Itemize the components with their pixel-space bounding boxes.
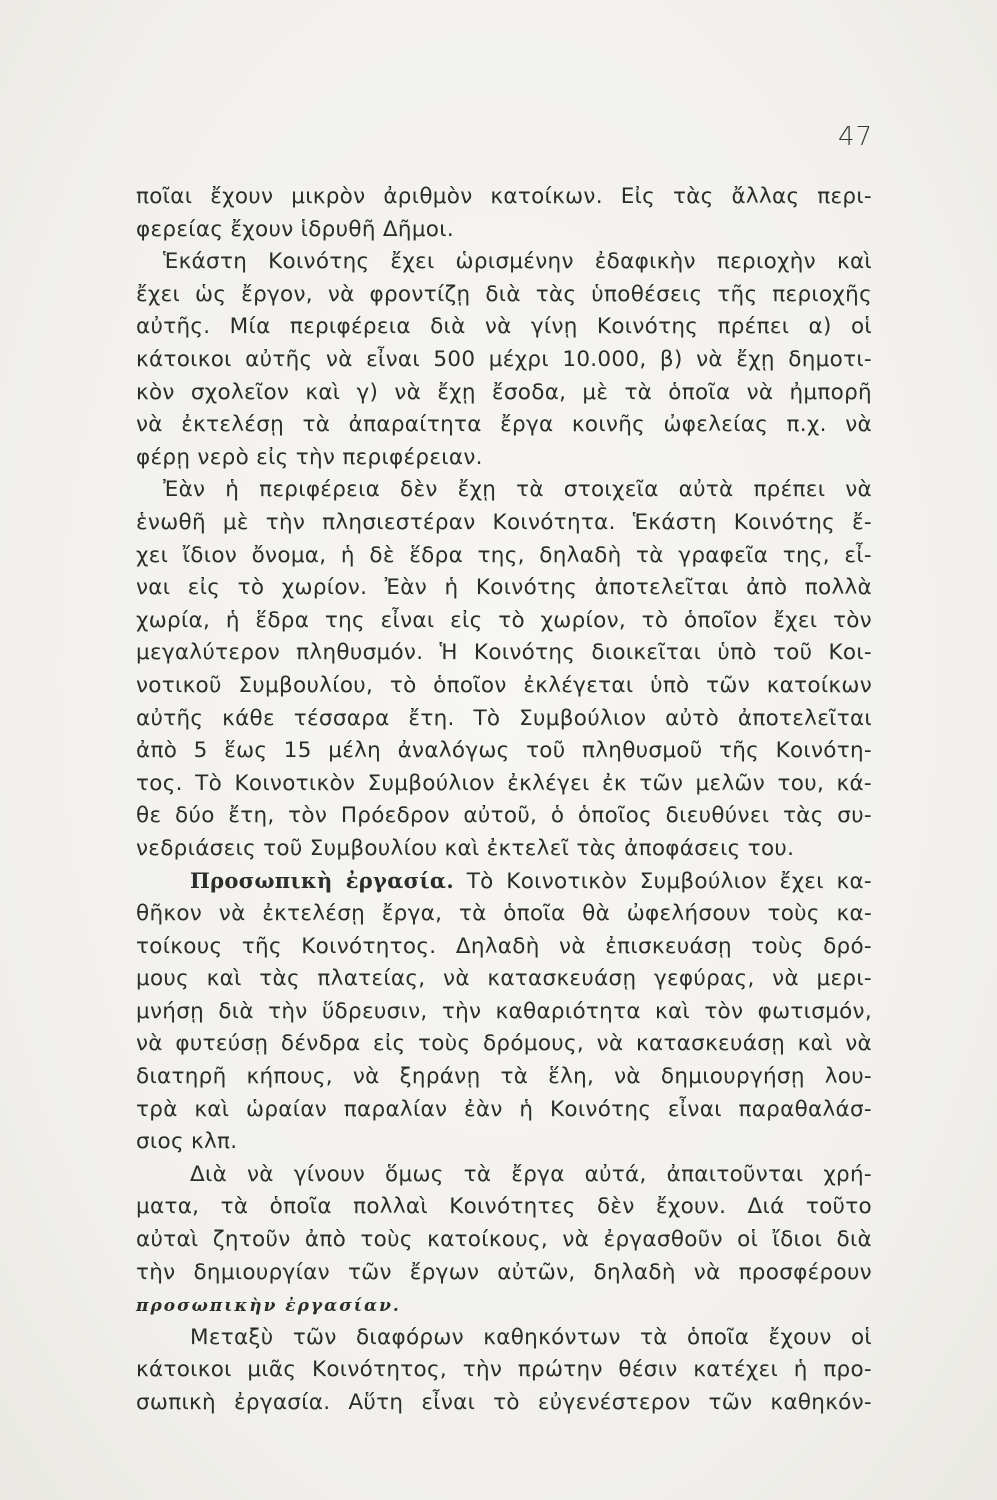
text-line: ἔχει ὡς ἔργον, νὰ φροντίζῃ διὰ τὰς ὑποθέσεις τῆς περιοχῆς — [136, 281, 872, 307]
text-line: νὰ ἐκτελέσῃ τὰ ἀπαραίτητα ἔργα κοινῆς ὠφελείας π.χ. νὰ — [136, 412, 872, 438]
text-line: νεδριάσεις τοῦ Συμβουλίου καὶ ἐκτελεῖ τὰς ἀποφάσεις του. — [136, 835, 795, 861]
emphasized-phrase: προσωπικὴν ἐργασίαν. — [136, 1296, 401, 1317]
text-line: σιος κλπ. — [136, 1129, 238, 1155]
text-line: νὰ φυτεύσῃ δένδρα εἰς τοὺς δρόμους, νὰ κατασκευάσῃ καὶ νὰ — [136, 1031, 872, 1057]
text-line: μνήσῃ διὰ τὴν ὕδρευσιν, τὴν καθαριότητα καὶ τὸν φωτισμόν, — [136, 998, 872, 1024]
body-text — [136, 181, 872, 1420]
text-line: Ἐὰν ἡ περιφέρεια δὲν ἔχῃ τὰ στοιχεῖα αὐτὰ πρέπει νὰ — [163, 477, 872, 503]
text-line: μεγαλύτερον πληθυσμόν. Ἡ Κοινότης διοικεῖται ὑπὸ τοῦ Κοι- — [136, 640, 872, 666]
text-line: Διὰ νὰ γίνουν ὅμως τὰ ἔργα αὐτά, ἀπαιτοῦνται χρή- — [190, 1161, 872, 1187]
text-line: θε δύο ἔτη, τὸν Πρόεδρον αὐτοῦ, ὁ ὁποῖος διευθύνει τὰς συ- — [136, 803, 872, 829]
text-line: τος. Τὸ Κοινοτικὸν Συμβούλιον ἐκλέγει ἐκ τῶν μελῶν του, κά- — [136, 770, 872, 796]
text-line: αὐτῆς. Μία περιφέρεια διὰ νὰ γίνῃ Κοινότης πρέπει α) οἱ — [136, 314, 872, 340]
text-line: φέρῃ νερὸ εἰς τὴν περιφέρειαν. — [136, 444, 483, 470]
section-heading: Προσωπικὴ ἐργασία. — [190, 868, 454, 894]
text-line: κάτοικοι αὐτῆς νὰ εἶναι 500 μέχρι 10.000, β) νὰ ἔχῃ δημοτι- — [136, 346, 872, 372]
text-line: ματα, τὰ ὁποῖα πολλαὶ Κοινότητες δὲν ἔχουν. Διά τοῦτο — [136, 1194, 872, 1220]
text-line: ποῖαι ἔχουν μικρὸν ἀριθμὸν κατοίκων. Εἰς τὰς ἄλλας περι- — [136, 184, 872, 209]
text-line: Μεταξὺ τῶν διαφόρων καθηκόντων τὰ ὁποῖα ἔχουν οἱ — [190, 1324, 872, 1350]
italic-line — [136, 1289, 872, 1322]
text-line: Ἑκάστη Κοινότης ἔχει ὡρισμένην ἐδαφικὴν περιοχὴν καὶ — [163, 249, 872, 275]
text-line: αὐταὶ ζητοῦν ἀπὸ τοὺς κατοίκους, νὰ ἐργασθοῦν οἱ ἴδιοι διὰ — [136, 1227, 872, 1252]
text-line: ναι εἰς τὸ χωρίον. Ἐὰν ἡ Κοινότης ἀποτελεῖται ἀπὸ πολλὰ — [136, 575, 872, 601]
text-line: νοτικοῦ Συμβουλίου, τὸ ὁποῖον ἐκλέγεται ὑπὸ τῶν κατοίκων — [136, 672, 872, 698]
text-line: μους καὶ τὰς πλατείας, νὰ κατασκευάσῃ γεφύρας, νὰ μερι- — [136, 966, 872, 992]
text-line: θῆκον νὰ ἐκτελέσῃ ἔργα, τὰ ὁποῖα θὰ ὠφελήσουν τοὺς κα- — [136, 901, 872, 927]
text-line: τὴν δημιουργίαν τῶν ἔργων αὐτῶν, δηλαδὴ νὰ προσφέρουν — [136, 1259, 872, 1285]
text-line: σωπικὴ ἐργασία. Αὕτη εἶναι τὸ εὐγενέστερον τῶν καθηκόν- — [136, 1389, 872, 1415]
text-line: τοίκους τῆς Κοινότητος. Δηλαδὴ νὰ ἐπισκευάσῃ τοὺς δρό- — [136, 933, 872, 959]
text-line: χει ἴδιον ὄνομα, ἡ δὲ ἕδρα της, δηλαδὴ τὰ γραφεῖα της, εἶ- — [136, 542, 872, 568]
text-line: τρὰ καὶ ὡραίαν παραλίαν ἐὰν ἡ Κοινότης εἶναι παραθαλάσ- — [136, 1096, 872, 1122]
text-line: διατηρῆ κήπους, νὰ ξηράνῃ τὰ ἕλη, νὰ δημιουργήσῃ λου- — [136, 1064, 872, 1090]
section-first-line — [136, 865, 872, 898]
page-number: 47 — [838, 122, 874, 152]
text-line: κὸν σχολεῖον καὶ γ) νὰ ἔχῃ ἔσοδα, μὲ τὰ ὁποῖα νὰ ἠμπορῆ — [136, 379, 872, 405]
text-line: αὐτῆς κάθε τέσσαρα ἔτη. Τὸ Συμβούλιον αὐτὸ ἀποτελεῖται — [136, 705, 872, 731]
text-line: φερείας ἔχουν ἱδρυθῆ Δῆμοι. — [136, 216, 454, 242]
text-line: ἑνωθῆ μὲ τὴν πλησιεστέραν Κοινότητα. Ἑκάστη Κοινότης ἔ- — [136, 509, 872, 535]
text-line: κάτοικοι μιᾶς Κοινότητος, τὴν πρώτην θέσιν κατέχει ἡ προ- — [136, 1357, 872, 1383]
text-line: χωρία, ἡ ἕδρα της εἶναι εἰς τὸ χωρίον, τὸ ὁποῖον ἔχει τὸν — [136, 607, 872, 633]
text-line: ἀπὸ 5 ἕως 15 μέλη ἀναλόγως τοῦ πληθυσμοῦ τῆς Κοινότη- — [136, 738, 872, 764]
section-first-line-text: Τὸ Κοινοτικὸν Συμβούλιον ἔχει κα- — [466, 869, 872, 895]
